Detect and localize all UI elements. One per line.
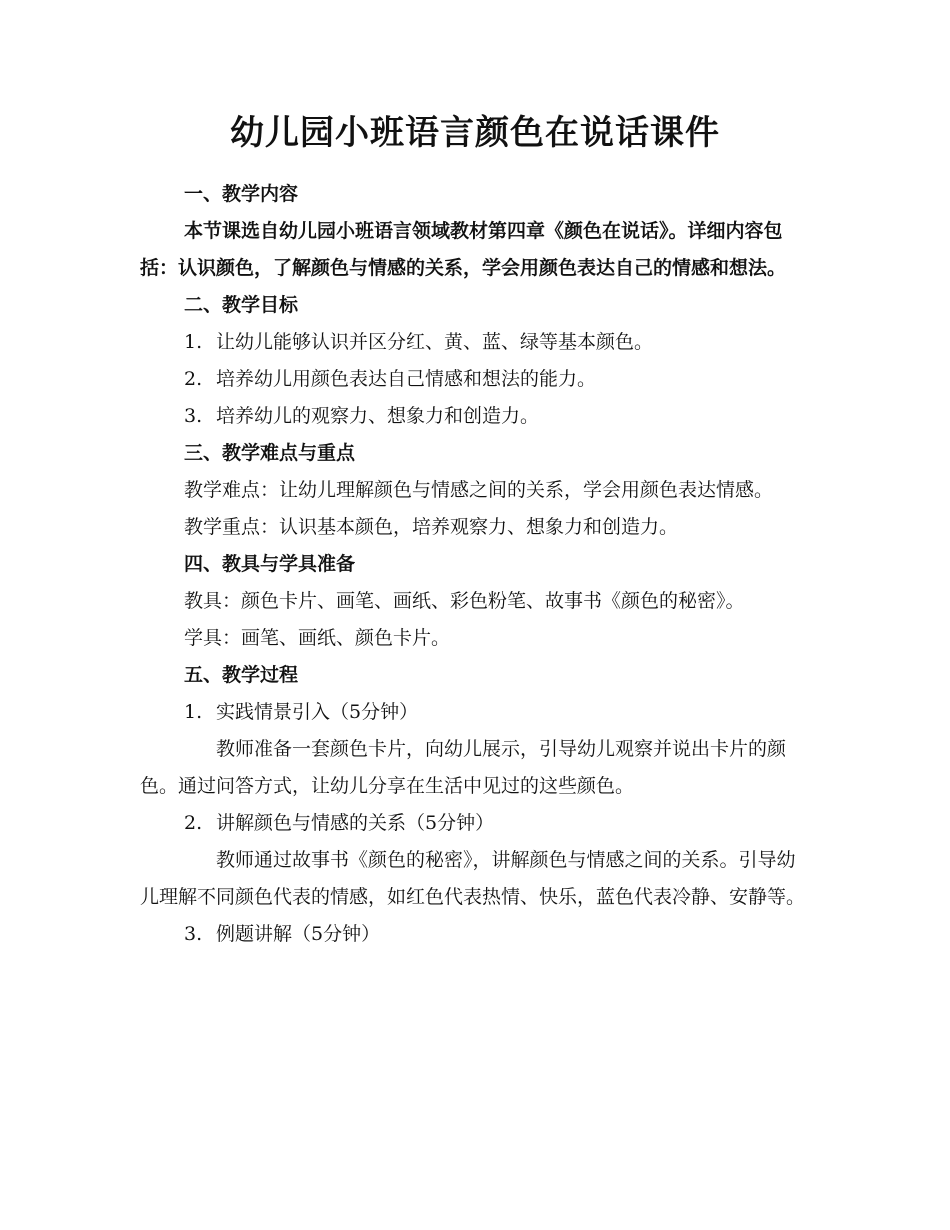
section-heading-teaching-goals: 二、教学目标 xyxy=(184,294,299,316)
section-heading-difficulties: 三、教学难点与重点 xyxy=(184,442,356,464)
goal-item xyxy=(140,398,810,435)
section-heading-materials: 四、教具与学具准备 xyxy=(184,553,356,575)
goal-item-number: 3. xyxy=(184,405,203,427)
process-step-title-text: 讲解颜色与情感的关系（5分钟） xyxy=(216,812,495,834)
process-step-paragraph: 教师通过故事书《颜色的秘密》，讲解颜色与情感之间的关系。引导幼儿理解不同颜色代表的情感，如红色代表热情、快乐，蓝色代表冷静、安静等。 xyxy=(140,849,806,908)
process-step-title xyxy=(140,694,810,731)
goal-item xyxy=(140,361,810,398)
teaching-content-paragraph: 本节课选自幼儿园小班语言领域教材第四章《颜色在说话》。详细内容包括：认识颜色，了解颜色与情感的关系，学会用颜色表达自己的情感和想法。 xyxy=(140,220,787,279)
process-step-title-text: 例题讲解（5分钟） xyxy=(216,923,381,945)
goal-item-text: 培养幼儿用颜色表达自己情感和想法的能力。 xyxy=(216,368,597,390)
goal-item-text: 让幼儿能够认识并区分红、黄、蓝、绿等基本颜色。 xyxy=(216,331,654,353)
difficulty-paragraph: 教学难点：让幼儿理解颜色与情感之间的关系，学会用颜色表达情感。 xyxy=(184,479,774,501)
goal-item-number: 1. xyxy=(184,331,203,353)
teaching-aids-paragraph: 教具：颜色卡片、画笔、画纸、彩色粉笔、故事书《颜色的秘密》。 xyxy=(184,590,745,612)
process-step-number: 1. xyxy=(184,701,203,723)
process-step-title-text: 实践情景引入（5分钟） xyxy=(216,701,419,723)
document-title: 幼儿园小班语言颜色在说话课件 xyxy=(230,113,720,153)
section-heading-teaching-content: 一、教学内容 xyxy=(184,183,299,205)
process-step-title xyxy=(140,805,810,842)
process-step-title xyxy=(140,916,810,953)
key-point-paragraph: 教学重点：认识基本颜色，培养观察力、想象力和创造力。 xyxy=(184,516,679,538)
goal-item-text: 培养幼儿的观察力、想象力和创造力。 xyxy=(216,405,540,427)
process-step-number: 2. xyxy=(184,812,203,834)
learning-aids-paragraph: 学具：画笔、画纸、颜色卡片。 xyxy=(184,627,451,649)
goal-item-number: 2. xyxy=(184,368,203,390)
process-step-paragraph: 教师准备一套颜色卡片，向幼儿展示，引导幼儿观察并说出卡片的颜色。通过问答方式，让幼儿分享在生活中见过的这些颜色。 xyxy=(140,738,787,797)
process-step-number: 3. xyxy=(184,923,203,945)
section-heading-process: 五、教学过程 xyxy=(184,664,299,686)
goal-item xyxy=(140,324,810,361)
